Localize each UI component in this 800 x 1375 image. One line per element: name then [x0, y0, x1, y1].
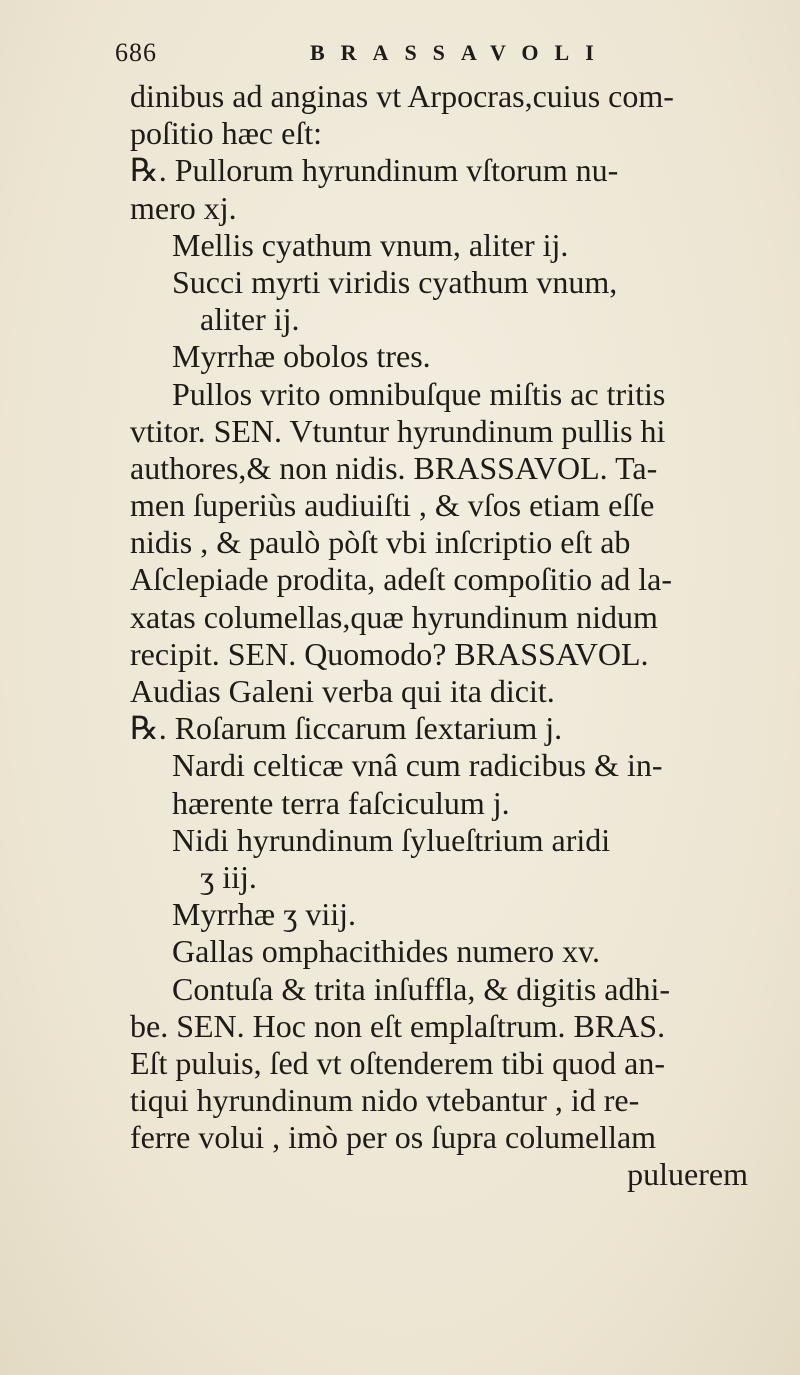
recipe-line: Nardi celticæ vnâ cum radicibus & in-	[172, 747, 663, 784]
text-line: Audias Galeni verba qui ita dicit.	[130, 673, 555, 709]
text-line: authores,& non nidis. BRASSAVOL. Ta-	[130, 449, 658, 486]
text-line: poſitio hæc eſt:	[130, 115, 322, 152]
recipe-line: ℞. Pullorum hyrundinum vſtorum nu-	[130, 152, 619, 189]
running-head: BRASSAVOLI	[310, 40, 610, 65]
recipe-line: aliter ij.	[200, 301, 300, 338]
text-line: Contuſa & trita inſuffla, & digitis adhi-	[172, 970, 671, 1007]
recipe-line: ℞. Roſarum ſiccarum ſextarium j.	[130, 710, 563, 747]
recipe-line: Succi myrti viridis cyathum vnum,	[172, 263, 618, 300]
recipe-line: hærente terra faſciculum j.	[172, 784, 510, 821]
text-line: Pullos vrito omnibuſque miſtis ac tritis	[172, 375, 666, 412]
text-line: ferre volui , imò per os ſupra columellam	[130, 1119, 657, 1156]
text-line: nidis , & paulò pòſt vbi inſcriptio eſt ab	[130, 524, 631, 561]
recipe-line: mero xj.	[130, 189, 237, 226]
text-line: Eſt puluis, ſed vt oſtenderem tibi quod an-	[130, 1044, 666, 1081]
page-header	[115, 38, 675, 78]
recipe-line: Gallas omphacithides numero xv.	[172, 933, 601, 970]
text-line: men ſuperiùs audiuiſti , & vſos etiam eſſe	[130, 487, 655, 524]
body-text	[130, 78, 770, 1194]
text-line: dinibus ad anginas vt Arpocras,cuius com-	[130, 78, 674, 114]
page-number: 686	[115, 38, 157, 67]
recipe-line: ʒ iij.	[200, 858, 257, 895]
text-line: be. SEN. Hoc non eſt emplaſtrum. BRAS.	[130, 1007, 666, 1044]
recipe-line: Myrrhæ obolos tres.	[172, 338, 431, 375]
catchword: puluerem	[627, 1156, 748, 1193]
text-line: tiqui hyrundinum nido vtebantur , id re-	[130, 1082, 640, 1119]
recipe-line: Mellis cyathum vnum, aliter ij.	[172, 226, 569, 263]
recipe-line: Myrrhæ ʒ viij.	[172, 896, 356, 933]
text-line: recipit. SEN. Quomodo? BRASSAVOL.	[130, 635, 649, 672]
text-line: xatas columellas,quæ hyrundinum nidum	[130, 598, 658, 635]
recipe-line: Nidi hyrundinum ſylueſtrium aridi	[172, 821, 611, 858]
text-line: Aſclepiade prodita, adeſt compoſitio ad la-	[130, 561, 673, 598]
text-line: vtitor. SEN. Vtuntur hyrundinum pullis hi	[130, 412, 666, 449]
